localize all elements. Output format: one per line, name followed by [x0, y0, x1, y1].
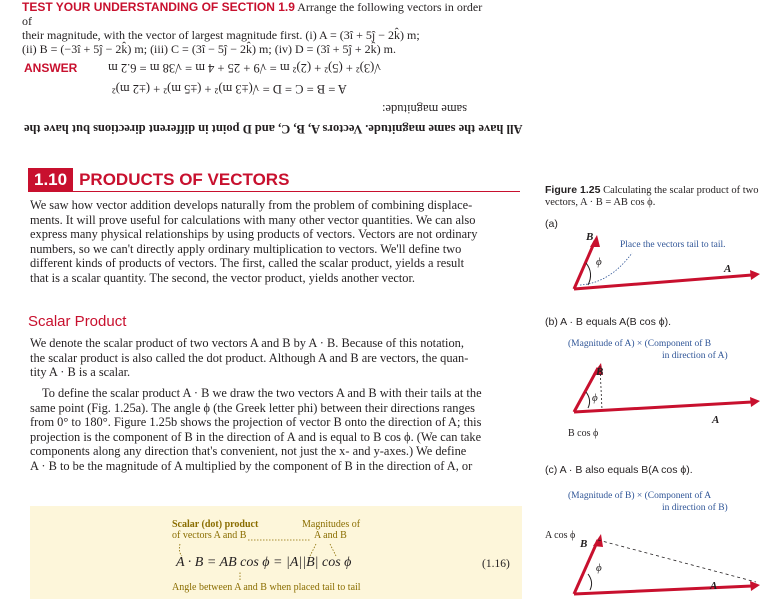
figure-caption-number: Figure 1.25 [545, 184, 601, 196]
intro-line: ments. It will prove useful for calculations with many other vector quantities. We can also [30, 212, 476, 227]
eq-label-right2: A and B [314, 530, 347, 541]
section-number: 1.10 [28, 168, 73, 192]
vector-b-arrowhead [593, 534, 603, 547]
panel-a-vec-a: A [724, 263, 732, 275]
eq-label-bottom: Angle between A and B when placed tail to tail [172, 582, 361, 593]
callout-right-b [330, 544, 336, 556]
panel-c-note-1: (Magnitude of B) × (Component of A [568, 491, 712, 501]
scalar-p2-line: same point (Fig. 1.25a). The angle ϕ (the Greek letter phi) between their directions ranges [30, 400, 475, 415]
vector-b-arrow [574, 241, 595, 289]
panel-c-projection-label: A cos ϕ [545, 530, 576, 541]
callout-right-a [310, 544, 316, 556]
scalar-p2-line: projection is the component of B in the direction of A and is equal to B cos ϕ. (We can take [30, 429, 482, 444]
tyu-line2: their magnitude, with the vector of largest magnitude first. (i) A = (3î + 5ĵ − 2k̂) m; [22, 28, 420, 42]
panel-b-diagram [560, 360, 770, 420]
tyu-block [22, 0, 492, 56]
panel-c-phi: ϕ [596, 562, 602, 574]
panel-b-note-2: in direction of A) [662, 351, 728, 361]
vector-a-arrow [574, 402, 752, 412]
vector-a-arrow [574, 275, 752, 289]
answer-label: ANSWER [24, 61, 78, 75]
panel-c-vec-b: B [580, 538, 588, 550]
figure-caption [545, 184, 773, 209]
vector-a-arrowhead [750, 581, 760, 591]
answer-flip-line2: A = B = C = D = √(±3 m)² + (±5 m)² + (±2 m)² [112, 82, 347, 96]
panel-c-diagram [560, 520, 770, 599]
section-header [28, 168, 289, 192]
panel-b-vec-a: A [712, 414, 720, 426]
scalar-p2-line: from 0° to 180°. Figure 1.25b shows the projection of vector B onto the direction of A; this [30, 415, 482, 430]
panel-b-phi: ϕ [592, 392, 598, 404]
equation-callout-lines [160, 530, 380, 586]
intro-paragraph [30, 198, 522, 286]
panel-c-note-2: in direction of B) [662, 503, 728, 513]
angle-arc [586, 263, 591, 285]
vector-a-arrow [574, 586, 752, 594]
vector-a-arrowhead [750, 397, 760, 407]
scalar-p2-line: To define the scalar product A · B we draw the two vectors A and B with their tails at the [42, 386, 482, 400]
panel-a-vec-b: B [586, 231, 594, 243]
panel-a-label: (a) [545, 218, 558, 230]
scalar-heading: Scalar Product [28, 313, 127, 330]
vector-a-arrowhead [750, 270, 760, 280]
intro-line: express many physical relationships by using products of vectors. Vectors are not ordinary [30, 227, 478, 242]
callout-left [179, 544, 182, 556]
projection-line [598, 540, 756, 582]
scalar-p1-line: tity A · B is a scalar. [30, 365, 131, 380]
tyu-title: TEST YOUR UNDERSTANDING OF SECTION 1.9 [22, 0, 295, 14]
panel-b-note-1: (Magnitude of A) × (Component of B [568, 339, 712, 349]
panel-c-vec-a: A [710, 580, 718, 592]
intro-line: numbers, so we can't directly apply ordinary multiplication to vectors. We'll define two [30, 241, 462, 256]
panel-a-note: Place the vectors tail to tail. [620, 240, 726, 250]
panel-a-phi: ϕ [596, 256, 602, 268]
intro-line: that is a scalar quantity. The second, the vector product, yields another vector. [30, 270, 416, 285]
figure-caption-text: Calculating the scalar product of two vectors, A · B = AB cos ϕ. [545, 185, 759, 208]
scalar-p2-line: A · B to be the magnitude of A multiplied by the component of B in the direction of A, or [30, 458, 473, 473]
section-rule [28, 191, 520, 192]
panel-c-label: (c) A · B also equals B(A cos ϕ). [545, 464, 693, 476]
answer-flip-line4: All have the same magnitude. Vectors A, B, C, and D point in different directions but have the [24, 122, 523, 136]
panel-b-projection-label: B cos ϕ [568, 428, 599, 439]
equation-formula: A · B = AB cos ϕ = |A||B| cos ϕ [176, 555, 352, 570]
intro-line: We saw how vector addition develops naturally from the problem of combining displace- [30, 198, 473, 212]
panel-b-label: (b) A · B equals A(B cos ϕ). [545, 316, 672, 328]
angle-arc [588, 574, 592, 590]
scalar-paragraph-1 [30, 336, 522, 380]
scalar-p1-line: We denote the scalar product of two vectors A and B by A · B. Because of this notation, [30, 336, 464, 350]
intro-line: different kinds of products of vectors. The first, called the scalar product, yields a result [30, 256, 465, 271]
scalar-p1-line: the scalar product is also called the dot product. Although A and B are vectors, the quan- [30, 350, 469, 365]
scalar-p2-line: components along any direction that's convenient, not just the x- and y-axes.) We define [30, 444, 467, 459]
answer-flip-line3: same magnitude: [382, 102, 468, 116]
eq-label-left1: Scalar (dot) product [172, 519, 259, 530]
tyu-line1: Arrange the following vectors in order of [22, 0, 483, 28]
panel-b-vec-b: B [596, 366, 604, 378]
section-title: PRODUCTS OF VECTORS [79, 170, 290, 189]
eq-label-right1: Magnitudes of [302, 519, 361, 530]
vector-b-arrow [574, 368, 598, 412]
equation-number: (1.16) [482, 558, 510, 570]
answer-flip-line1: √(3)² + (5)² + (2)² m = √9 + 25 + 4 m = √38 m = 6.2 m [108, 61, 382, 75]
tyu-line3: (ii) B = (−3î + 5ĵ − 2k̂) m; (iii) C = (3î − 5ĵ − 2k̂) m; (iv) D = (3î + 5ĵ + 2k̂) m. [22, 42, 396, 56]
eq-label-left2: of vectors A and B [172, 530, 247, 541]
scalar-paragraph-2 [30, 386, 522, 474]
angle-arc [586, 392, 590, 408]
